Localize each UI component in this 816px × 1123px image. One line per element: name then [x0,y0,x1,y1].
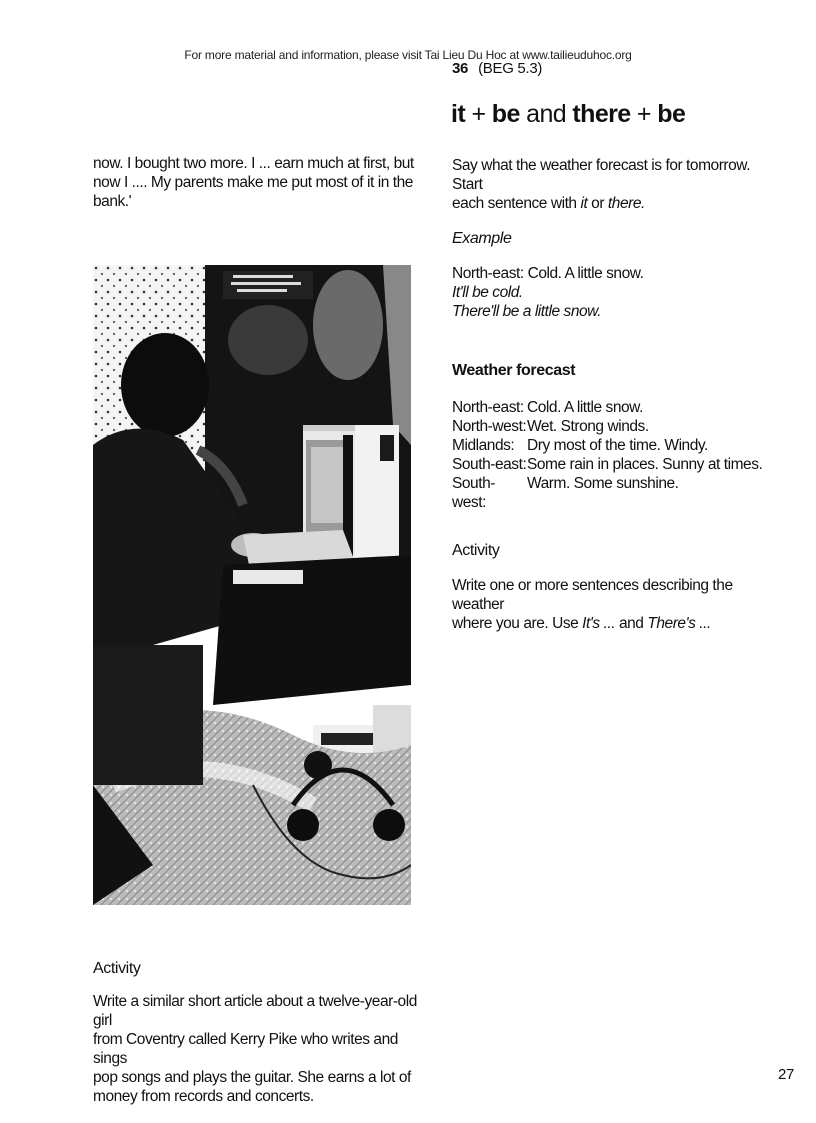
forecast-region: South-west: [452,475,495,511]
example-line [452,302,782,321]
example-heading-text: Example [452,230,512,247]
activity-line: from Coventry called Kerry Pike who writes and sings [93,1031,398,1067]
title-plus-2: + [636,100,651,128]
instruction-there: there. [607,195,645,212]
article-line: now I .... My parents make me put most of it in the [93,174,413,191]
forecast-row [452,398,782,417]
unit-header [452,60,542,77]
forecast-region: Midlands: [452,437,515,454]
page-number: 27 [778,1066,795,1083]
example-heading [452,230,782,248]
instruction-or: or [587,195,608,212]
title-plus-1: + [471,100,486,128]
forecast-row [452,455,782,474]
example-line [452,283,782,302]
example-answer-2: There'll be a little snow. [452,303,601,320]
activity-its: It's ... [582,615,616,632]
activity-text: where you are. Use [452,615,583,632]
forecast-row [452,474,782,512]
activity-text-right [452,576,782,633]
forecast-text: Some rain in places. Sunny at times. [527,456,763,473]
website-notice: For more material and information, please visit Tai Lieu Du Hoc at www.tailieuduhoc.org [184,48,632,62]
example-block [452,264,782,321]
forecast-row [452,417,782,436]
instruction-text: each sentence with [452,195,581,212]
title-it: it [451,100,466,128]
instruction-line [452,194,782,213]
title-and: and [526,100,567,128]
instructions [452,156,782,213]
article-continuation [93,154,423,211]
activity-theres: There's ... [647,615,711,632]
page-title [451,100,685,129]
forecast-region: North-east: [452,399,524,416]
title-be-1: be [491,100,520,128]
activity-heading-left: Activity [93,960,141,977]
forecast-table [452,398,782,512]
article-line: bank.' [93,193,132,210]
forecast-heading: Weather forecast [452,362,576,379]
activity-line: Write a similar short article about a twelve-year-old girl [93,993,417,1029]
activity-line [452,614,782,633]
unit-number: 36 [452,60,469,77]
computer-photo [93,265,411,905]
activity-line: money from records and concerts. [93,1088,314,1105]
forecast-row [452,436,782,455]
activity-line: Write one or more sentences describing the weather [452,577,733,613]
forecast-text: Cold. A little snow. [527,399,643,416]
instruction-line: Say what the weather forecast is for tomorrow. Start [452,157,751,193]
title-there: there [572,100,631,128]
boy-at-computer-image [93,265,411,905]
activity-and: and [615,615,648,632]
forecast-text: Warm. Some sunshine. [527,475,679,492]
activity-heading-right: Activity [452,542,500,559]
unit-reference: (BEG 5.3) [478,60,543,77]
forecast-text: Wet. Strong winds. [527,418,649,435]
instruction-it: it [580,195,588,212]
forecast-text: Dry most of the time. Windy. [527,437,708,454]
activity-line: pop songs and plays the guitar. She earns a lot of [93,1069,411,1086]
article-line: now. I bought two more. I ... earn much at first, but [93,155,414,172]
title-be-2: be [657,100,686,128]
forecast-region: South-east: [452,456,527,473]
forecast-region: North-west: [452,418,527,435]
activity-text-left [93,992,423,1106]
example-line: North-east: Cold. A little snow. [452,265,644,282]
example-answer-1: It'll be cold. [452,284,523,301]
